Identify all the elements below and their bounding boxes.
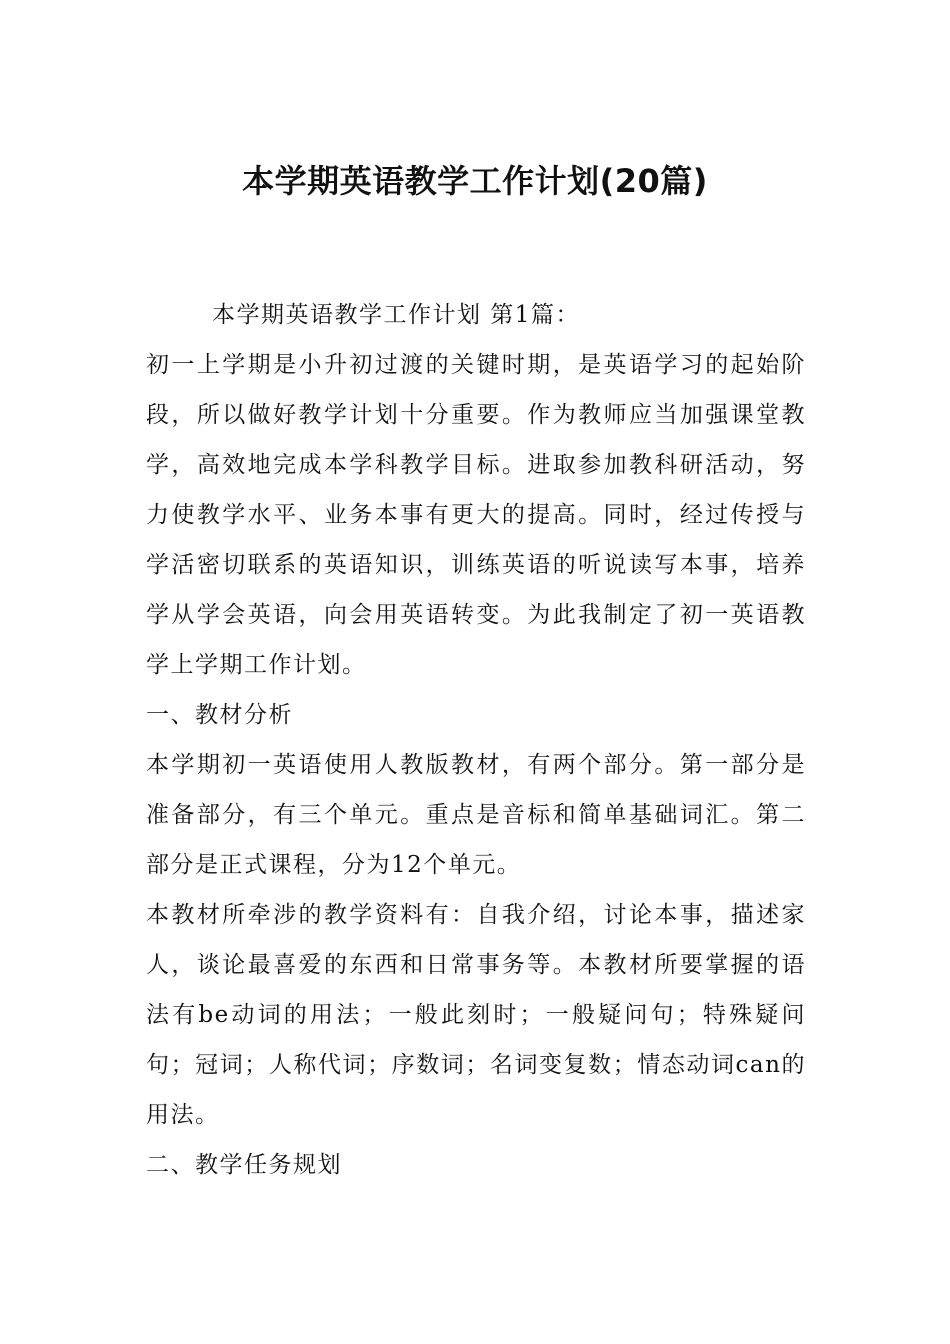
textbook-structure-paragraph: 本学期初一英语使用人教版教材，有两个部分。第一部分是准备部分，有三个单元。重点是音标和简单基础词汇。第二部分是正式课程，分为12个单元。 (146, 752, 806, 878)
section-heading-part-1: 本学期英语教学工作计划 第1篇： (212, 302, 580, 328)
document-body (146, 290, 806, 1190)
heading-teaching-task-planning: 二、教学任务规划 (146, 1152, 342, 1178)
heading-textbook-analysis: 一、教材分析 (146, 702, 293, 728)
intro-paragraph: 初一上学期是小升初过渡的关键时期，是英语学习的起始阶段，所以做好教学计划十分重要。作为教师应当加强课堂教学，高效地完成本学科教学目标。进取参加教科研活动，努力使教学水平、业务本事有更大的提高。同时，经过传授与学活密切联系的英语知识，训练英语的听说读写本事，培养学从学会英语，向会用英语转变。为此我制定了初一英语教学上学期工作计划。 (146, 352, 806, 678)
document-title: 本学期英语教学工作计划(20篇) (242, 162, 708, 200)
textbook-content-paragraph: 本教材所牵涉的教学资料有：自我介绍，讨论本事，描述家人，谈论最喜爱的东西和日常事务等。本教材所要掌握的语法有be动词的用法；一般此刻时；一般疑问句；特殊疑问句；冠词；人称代词；序数词；名词变复数；情态动词can的用法。 (146, 902, 806, 1128)
